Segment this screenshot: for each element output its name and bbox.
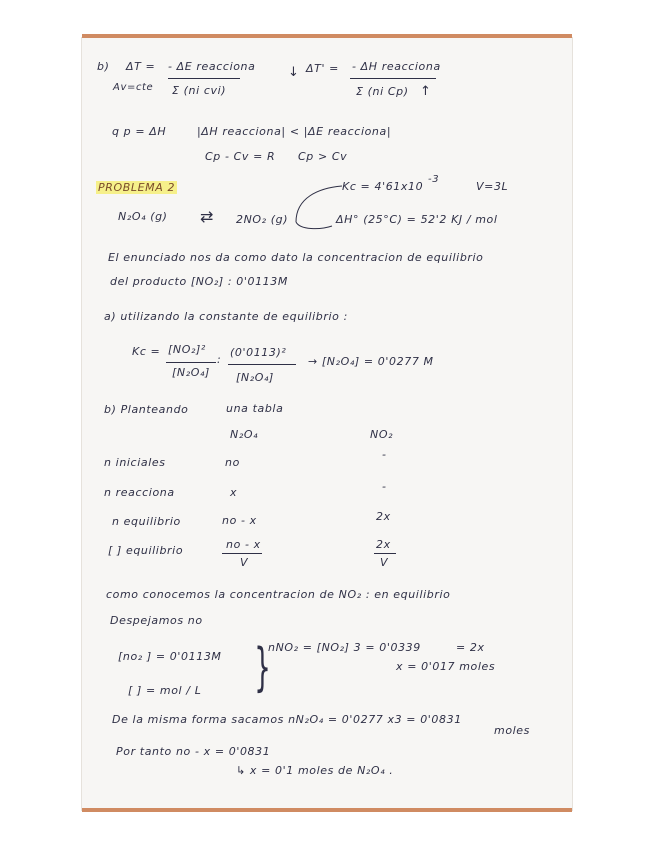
volume-value: V=3L — [476, 180, 509, 193]
av-constant: Av=cte — [113, 82, 154, 93]
right-brace-icon: } — [254, 638, 271, 698]
conc-fraction-bar-1 — [222, 553, 262, 554]
row-conc-equilibrio: [ ] equilibrio — [108, 544, 184, 557]
kc-lhs: Kc = — [132, 345, 161, 358]
numerator-left: - ΔE reacciona — [168, 60, 256, 73]
cp-greater-cv: Cp > Cv — [298, 150, 348, 163]
row-equilibrio-c1: no - x — [222, 514, 257, 527]
abs-inequality: |ΔH reacciona| < |ΔE reacciona| — [197, 125, 392, 138]
table-col-n2o4: N₂O₄ — [230, 428, 259, 441]
moles-unit: moles — [494, 724, 530, 737]
table-col-no2: NO₂ — [370, 428, 394, 441]
row-iniciales: n iniciales — [104, 456, 166, 469]
row-reacciona-c1: x — [230, 486, 238, 499]
row-equilibrio: n equilibrio — [112, 515, 181, 528]
enthalpy-value: ΔH° (25°C) = 52'2 KJ / mol — [336, 213, 498, 226]
n2o4-result: → [N₂O₄] = 0'0277 M — [308, 355, 434, 368]
conc-fraction-bar-2 — [374, 553, 396, 554]
final-result: ↳ x = 0'1 moles de N₂O₄ . — [236, 764, 394, 777]
row-equilibrio-c2: 2x — [376, 510, 391, 523]
delta-t-left: ΔT = — [126, 60, 156, 73]
numerator-right: - ΔH reacciona — [352, 60, 441, 73]
conclusion-line-2: Despejamos no — [110, 614, 203, 627]
statement-line-1: El enunciado nos da como dato la concentracion de equilibrio — [108, 251, 484, 264]
denominator-right: Σ (ni Cp) — [356, 85, 409, 98]
row-iniciales-c2: - — [382, 448, 387, 461]
moles-no2: nNO₂ = [NO₂] 3 = 0'0339 — [268, 641, 421, 654]
arrow-up-icon: ↑ — [420, 84, 432, 99]
part-a-label: a) utilizando la constante de equilibrio : — [104, 310, 348, 323]
kc-numerator-2: (0'0113)² — [230, 346, 287, 359]
kc-denominator-1: [N₂O₄] — [172, 366, 210, 379]
x-value: x = 0'017 moles — [396, 660, 496, 673]
delta-t-right: ΔT' = — [306, 62, 339, 75]
row-reacciona: n reacciona — [104, 486, 175, 499]
same-way-line: De la misma forma sacamos nN₂O₄ = 0'0277 x3 = 0'0831 — [112, 713, 462, 726]
arrow-down-icon: ↓ — [288, 65, 300, 80]
equals-2x: = 2x — [456, 641, 485, 654]
kc-numerator-1: [NO₂]² — [168, 343, 206, 356]
row-conc-v2: V — [380, 556, 389, 569]
no2-concentration: [no₂ ] = 0'0113M — [118, 650, 222, 663]
kc-value: Kc = 4'61x10 — [342, 180, 424, 193]
concentration-units: [ ] = mol / L — [128, 684, 202, 697]
problem-title: PROBLEMA 2 — [98, 181, 176, 194]
label-b: b) — [97, 60, 110, 73]
part-b-label-2: una tabla — [226, 402, 284, 415]
denominator-left: Σ (ni cvi) — [172, 84, 227, 97]
therefore-line: Por tanto no - x = 0'0831 — [116, 745, 271, 758]
reactant-n2o4: N₂O₄ (g) — [118, 210, 168, 223]
equals-sign: : — [217, 353, 222, 366]
product-no2: 2NO₂ (g) — [236, 213, 289, 226]
kc-denominator-2: [N₂O₄] — [236, 371, 274, 384]
equilibrium-arrow-icon: ⇄ — [200, 207, 215, 226]
conclusion-line-1: como conocemos la concentracion de NO₂ : en equilibrio — [106, 588, 451, 601]
row-conc-c1: no - x — [226, 538, 261, 551]
part-b-label: b) Planteando — [104, 403, 189, 416]
row-conc-c2: 2x — [376, 538, 391, 551]
row-conc-v1: V — [240, 556, 249, 569]
kc-fraction-bar-2 — [228, 364, 296, 365]
kc-fraction-bar-1 — [166, 362, 216, 363]
statement-line-2: del producto [NO₂] : 0'0113M — [110, 275, 288, 288]
row-reacciona-c2: - — [382, 480, 387, 493]
cp-cv-relation: Cp - Cv = R — [205, 150, 276, 163]
qp-relation: q p = ΔH — [112, 125, 167, 138]
kc-exponent: -3 — [428, 174, 440, 185]
row-iniciales-c1: no — [225, 456, 240, 469]
